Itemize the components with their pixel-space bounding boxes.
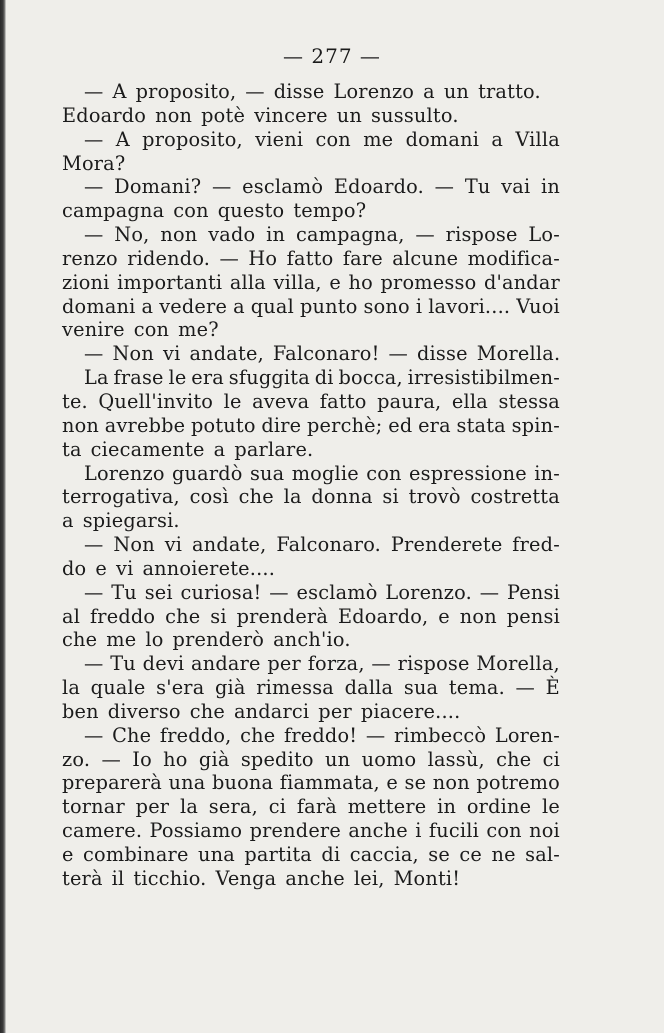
- text-line: [62, 199, 560, 223]
- word: i: [415, 819, 422, 843]
- page-number: — 277 —: [283, 44, 381, 68]
- text-line: [62, 748, 560, 772]
- word: lavori....: [428, 294, 511, 318]
- text-line: [62, 80, 560, 104]
- word: ella: [451, 389, 488, 413]
- word: moglie: [291, 461, 359, 485]
- word: a: [62, 509, 74, 533]
- word: spedito: [240, 747, 314, 771]
- word: —: [434, 175, 455, 199]
- word: —: [84, 342, 104, 366]
- word: che: [165, 604, 201, 628]
- word: di: [321, 843, 341, 866]
- word: un: [443, 80, 470, 103]
- text-line: [62, 104, 560, 128]
- word: buona: [211, 771, 274, 795]
- text-line: [62, 438, 560, 462]
- word: —: [479, 580, 500, 604]
- text-line: [62, 771, 560, 795]
- word: Prenderete: [390, 533, 503, 557]
- word: ridendo.: [127, 246, 211, 270]
- word: frase: [113, 366, 164, 390]
- word: —: [269, 580, 289, 604]
- word: rispose: [397, 652, 470, 676]
- word: a: [423, 80, 435, 103]
- word: anche: [285, 866, 345, 890]
- word: se: [404, 771, 427, 795]
- word: —: [219, 246, 240, 270]
- word: —: [415, 223, 435, 247]
- word: domani: [405, 127, 480, 151]
- word: —: [84, 652, 104, 676]
- word: stessa: [498, 389, 560, 413]
- word: Non: [113, 533, 155, 557]
- word: —: [388, 342, 409, 366]
- word: un: [336, 103, 363, 127]
- text-line: [62, 366, 560, 390]
- word: con: [173, 199, 209, 223]
- text-line: [62, 390, 560, 414]
- word: La: [84, 366, 109, 390]
- word: preparerà: [62, 771, 162, 795]
- word: —: [365, 723, 386, 747]
- word: uomo: [361, 747, 417, 771]
- word: per: [318, 699, 352, 723]
- text-line: [62, 557, 560, 581]
- word: esclamò: [242, 175, 324, 199]
- word: Vuoi: [516, 294, 560, 318]
- text-line: [62, 318, 560, 342]
- word: sono: [363, 294, 410, 318]
- word: era: [418, 413, 451, 437]
- word: con: [366, 461, 402, 485]
- word: lassù,: [427, 747, 485, 771]
- word: e: [329, 270, 341, 294]
- word: sera,: [208, 795, 258, 819]
- text-line: [62, 676, 560, 700]
- word: Quell'invito: [98, 389, 214, 413]
- text-line: [62, 628, 560, 652]
- word: andarci: [233, 699, 310, 723]
- word: —: [84, 723, 104, 747]
- word: Edoardo: [62, 103, 147, 127]
- text-line: [62, 867, 560, 891]
- word: la: [283, 485, 302, 509]
- word: prenderà: [236, 604, 329, 628]
- word: proposito,: [142, 127, 243, 151]
- word: prenderò: [172, 628, 265, 652]
- word: s'era: [156, 676, 205, 700]
- word: spin-: [511, 413, 560, 437]
- word: Domani?: [114, 175, 202, 199]
- word: —: [84, 533, 104, 557]
- word: renzo: [62, 246, 118, 270]
- word: —: [212, 175, 232, 199]
- word: che: [238, 485, 274, 509]
- text-line: [62, 414, 560, 438]
- word: ben: [62, 699, 99, 723]
- text-line: [62, 295, 560, 319]
- word: te.: [62, 389, 88, 413]
- word: vedere: [159, 294, 228, 318]
- word: —: [515, 676, 536, 700]
- word: Io: [132, 747, 152, 771]
- word: non: [155, 103, 193, 127]
- word: fatto: [286, 246, 334, 270]
- word: importanti: [117, 270, 223, 294]
- text-line: [62, 509, 560, 533]
- word: sua: [403, 676, 439, 700]
- word: con: [133, 318, 170, 342]
- word: un: [325, 747, 351, 771]
- word: —: [84, 80, 104, 103]
- word: proposito,: [135, 80, 237, 103]
- word: Morella,: [476, 652, 560, 676]
- text-line: [62, 175, 560, 199]
- word: a: [491, 127, 504, 151]
- word: È: [545, 676, 560, 700]
- word: lo: [145, 628, 164, 652]
- word: donna: [311, 485, 373, 509]
- word: farà: [296, 795, 337, 819]
- word: andate,: [189, 342, 264, 366]
- word: e: [438, 604, 450, 628]
- word: bocca,: [338, 366, 403, 390]
- word: venire: [62, 318, 125, 342]
- word: quale: [90, 676, 146, 700]
- word: in: [266, 223, 286, 247]
- word: No,: [114, 223, 150, 247]
- word: se: [428, 843, 450, 866]
- word: era: [191, 366, 224, 390]
- word: campagna: [62, 199, 165, 223]
- text-line: [62, 724, 560, 748]
- word: non: [62, 413, 100, 437]
- word: aveva: [252, 389, 310, 413]
- word: in: [437, 795, 457, 819]
- word: a: [233, 294, 245, 318]
- word: fucili: [428, 819, 479, 843]
- word: sua: [249, 461, 285, 485]
- word: già: [198, 747, 230, 771]
- word: che: [496, 747, 532, 771]
- word: —: [371, 652, 391, 676]
- word: fatto: [319, 389, 367, 413]
- word: con: [486, 819, 522, 843]
- text-line: [62, 581, 560, 605]
- word: combinare: [83, 843, 189, 866]
- word: le: [223, 389, 242, 413]
- word: vi: [115, 556, 134, 580]
- word: ticchio.: [133, 866, 207, 890]
- word: di: [314, 366, 334, 390]
- word: in: [541, 175, 560, 199]
- word: fred-: [512, 533, 560, 557]
- word: forza,: [307, 652, 365, 676]
- word: rispose: [445, 223, 518, 247]
- word: Lorenzo: [84, 461, 165, 485]
- word: una: [168, 771, 206, 795]
- word: rimessa: [256, 676, 334, 700]
- word: stata: [456, 413, 506, 437]
- word: Lo-: [528, 223, 560, 247]
- word: zo.: [62, 747, 91, 771]
- word: Loren-: [494, 723, 560, 747]
- word: ci: [542, 747, 560, 771]
- word: costretta: [470, 485, 560, 509]
- word: ce: [459, 843, 483, 866]
- word: fiammata,: [279, 771, 380, 795]
- word: terrogativa,: [62, 485, 180, 509]
- word: sei: [144, 580, 173, 604]
- word: a: [213, 437, 226, 461]
- word: si: [210, 604, 227, 628]
- text-line: [62, 271, 560, 295]
- word: devi: [142, 652, 185, 676]
- word: Tu: [464, 175, 491, 199]
- word: ordine: [466, 795, 532, 819]
- word: ho: [348, 270, 373, 294]
- text-line: [62, 128, 560, 152]
- word: e: [62, 843, 74, 866]
- word: la: [179, 795, 199, 819]
- word: Mora?: [62, 151, 126, 175]
- word: curiosa!: [180, 580, 262, 604]
- word: Falconaro!: [272, 342, 380, 366]
- word: anch'io.: [273, 628, 351, 652]
- word: a: [141, 294, 154, 318]
- word: rimbeccò: [393, 723, 487, 747]
- word: Tu: [111, 580, 137, 604]
- word: tempo?: [293, 199, 367, 223]
- text-line: [62, 700, 560, 724]
- word: ne: [491, 843, 516, 866]
- word: che: [189, 699, 225, 723]
- word: tornar: [62, 795, 125, 819]
- text-line: [62, 223, 560, 247]
- word: e: [95, 556, 107, 580]
- word: dire: [261, 413, 302, 437]
- word: disse: [417, 342, 468, 366]
- word: Lorenzo: [333, 80, 415, 103]
- word: prendere: [249, 819, 341, 843]
- word: irresistibilmen-: [407, 366, 560, 390]
- word: che: [240, 723, 276, 747]
- word: —: [84, 223, 104, 247]
- word: freddo!: [284, 723, 358, 747]
- word: sal-: [525, 843, 560, 866]
- word: d'andar: [483, 270, 560, 294]
- word: —: [84, 580, 104, 604]
- text-line: [62, 462, 560, 486]
- word: così: [189, 485, 229, 509]
- word: —: [84, 127, 104, 151]
- word: i: [415, 294, 423, 318]
- word: —: [84, 175, 104, 199]
- word: me: [106, 628, 137, 652]
- word: con: [315, 127, 351, 151]
- word: per: [135, 795, 170, 819]
- word: alla: [229, 270, 266, 294]
- word: promesso: [380, 270, 477, 294]
- word: Che: [112, 723, 152, 747]
- word: Edoardo,: [337, 604, 429, 628]
- word: Venga: [215, 866, 277, 890]
- word: Pensi: [506, 580, 560, 604]
- text-line: [62, 819, 560, 843]
- word: che: [62, 628, 98, 652]
- word: me: [363, 127, 394, 151]
- word: partita: [244, 843, 312, 866]
- word: vincere: [254, 103, 328, 127]
- word: A: [112, 80, 127, 103]
- word: tema.: [448, 676, 505, 700]
- word: villa,: [273, 270, 322, 294]
- word: fare: [342, 246, 383, 270]
- word: Lorenzo.: [385, 580, 472, 604]
- word: le: [542, 795, 560, 819]
- word: zioni: [62, 270, 110, 294]
- word: —: [101, 747, 121, 771]
- word: punto: [299, 294, 358, 318]
- word: piacere....: [360, 699, 461, 723]
- word: diverso: [107, 699, 181, 723]
- word: Monti!: [393, 866, 461, 890]
- word: do: [62, 556, 87, 580]
- word: una: [198, 843, 235, 866]
- word: Morella.: [476, 342, 561, 366]
- word: andate,: [192, 533, 267, 557]
- word: domani: [62, 294, 136, 318]
- body-text: [62, 80, 560, 891]
- word: me?: [178, 318, 219, 342]
- word: potremo: [476, 771, 560, 795]
- word: freddo: [89, 604, 156, 628]
- word: dalla: [344, 676, 394, 700]
- word: la: [62, 676, 81, 700]
- word: ciecamente: [90, 437, 205, 461]
- text-line: [62, 485, 560, 509]
- text-line: [62, 152, 560, 176]
- page-binding-edge: [0, 0, 6, 1033]
- word: annoierete....: [142, 556, 276, 580]
- word: già: [215, 676, 246, 700]
- word: camere.: [62, 819, 143, 843]
- word: Villa: [515, 127, 560, 151]
- text-line: [62, 533, 560, 557]
- word: trovò: [408, 485, 461, 509]
- word: A: [115, 127, 130, 151]
- word: andare: [191, 652, 261, 676]
- word: esclamò: [296, 580, 378, 604]
- word: Possiamo: [149, 819, 243, 843]
- word: espressione: [409, 461, 527, 485]
- word: spiegarsi.: [82, 509, 180, 533]
- word: campagna,: [295, 223, 405, 247]
- word: potè: [201, 103, 246, 127]
- text-line: [62, 605, 560, 629]
- word: Ho: [248, 246, 278, 270]
- word: disse: [273, 80, 325, 103]
- word: mettere: [347, 795, 427, 819]
- word: Edoardo.: [333, 175, 424, 199]
- word: terà: [62, 866, 103, 890]
- text-line: [62, 652, 560, 676]
- word: vai: [501, 175, 531, 199]
- word: il: [111, 866, 125, 890]
- word: anche: [348, 819, 408, 843]
- word: vado: [208, 223, 256, 247]
- word: sussulto.: [371, 103, 459, 127]
- word: parlare.: [234, 437, 314, 461]
- text-line: [62, 843, 560, 867]
- text-line: [62, 795, 560, 819]
- word: sfuggita: [228, 366, 310, 390]
- word: questo: [217, 199, 285, 223]
- word: perchè;: [307, 413, 383, 437]
- word: noi: [529, 819, 560, 843]
- word: si: [382, 485, 399, 509]
- word: modifica-: [467, 246, 560, 270]
- word: alcune: [392, 246, 459, 270]
- word: ed: [388, 413, 413, 437]
- word: pensi: [506, 604, 560, 628]
- word: paura,: [377, 389, 442, 413]
- word: Tu: [110, 652, 136, 676]
- word: non: [459, 604, 497, 628]
- word: Falconaro.: [276, 533, 382, 557]
- word: freddo,: [159, 723, 232, 747]
- word: qual: [250, 294, 294, 318]
- word: vi: [164, 533, 183, 557]
- word: ci: [268, 795, 287, 819]
- text-line: [62, 342, 560, 366]
- word: guardò: [171, 461, 243, 485]
- word: potuto: [190, 413, 256, 437]
- word: lei,: [353, 866, 385, 890]
- word: avrebbe: [104, 413, 186, 437]
- word: ta: [62, 437, 82, 461]
- word: le: [168, 366, 187, 390]
- text-line: [62, 247, 560, 271]
- word: vieni: [255, 127, 304, 151]
- word: tratto.: [478, 80, 541, 103]
- word: vi: [162, 342, 181, 366]
- word: e: [386, 771, 398, 795]
- word: non: [432, 771, 470, 795]
- word: Non: [112, 342, 154, 366]
- word: caccia,: [349, 843, 419, 866]
- word: in-: [534, 461, 560, 485]
- word: per: [267, 652, 301, 676]
- word: al: [62, 604, 81, 628]
- word: ho: [163, 747, 188, 771]
- word: —: [245, 80, 265, 103]
- word: non: [160, 223, 198, 247]
